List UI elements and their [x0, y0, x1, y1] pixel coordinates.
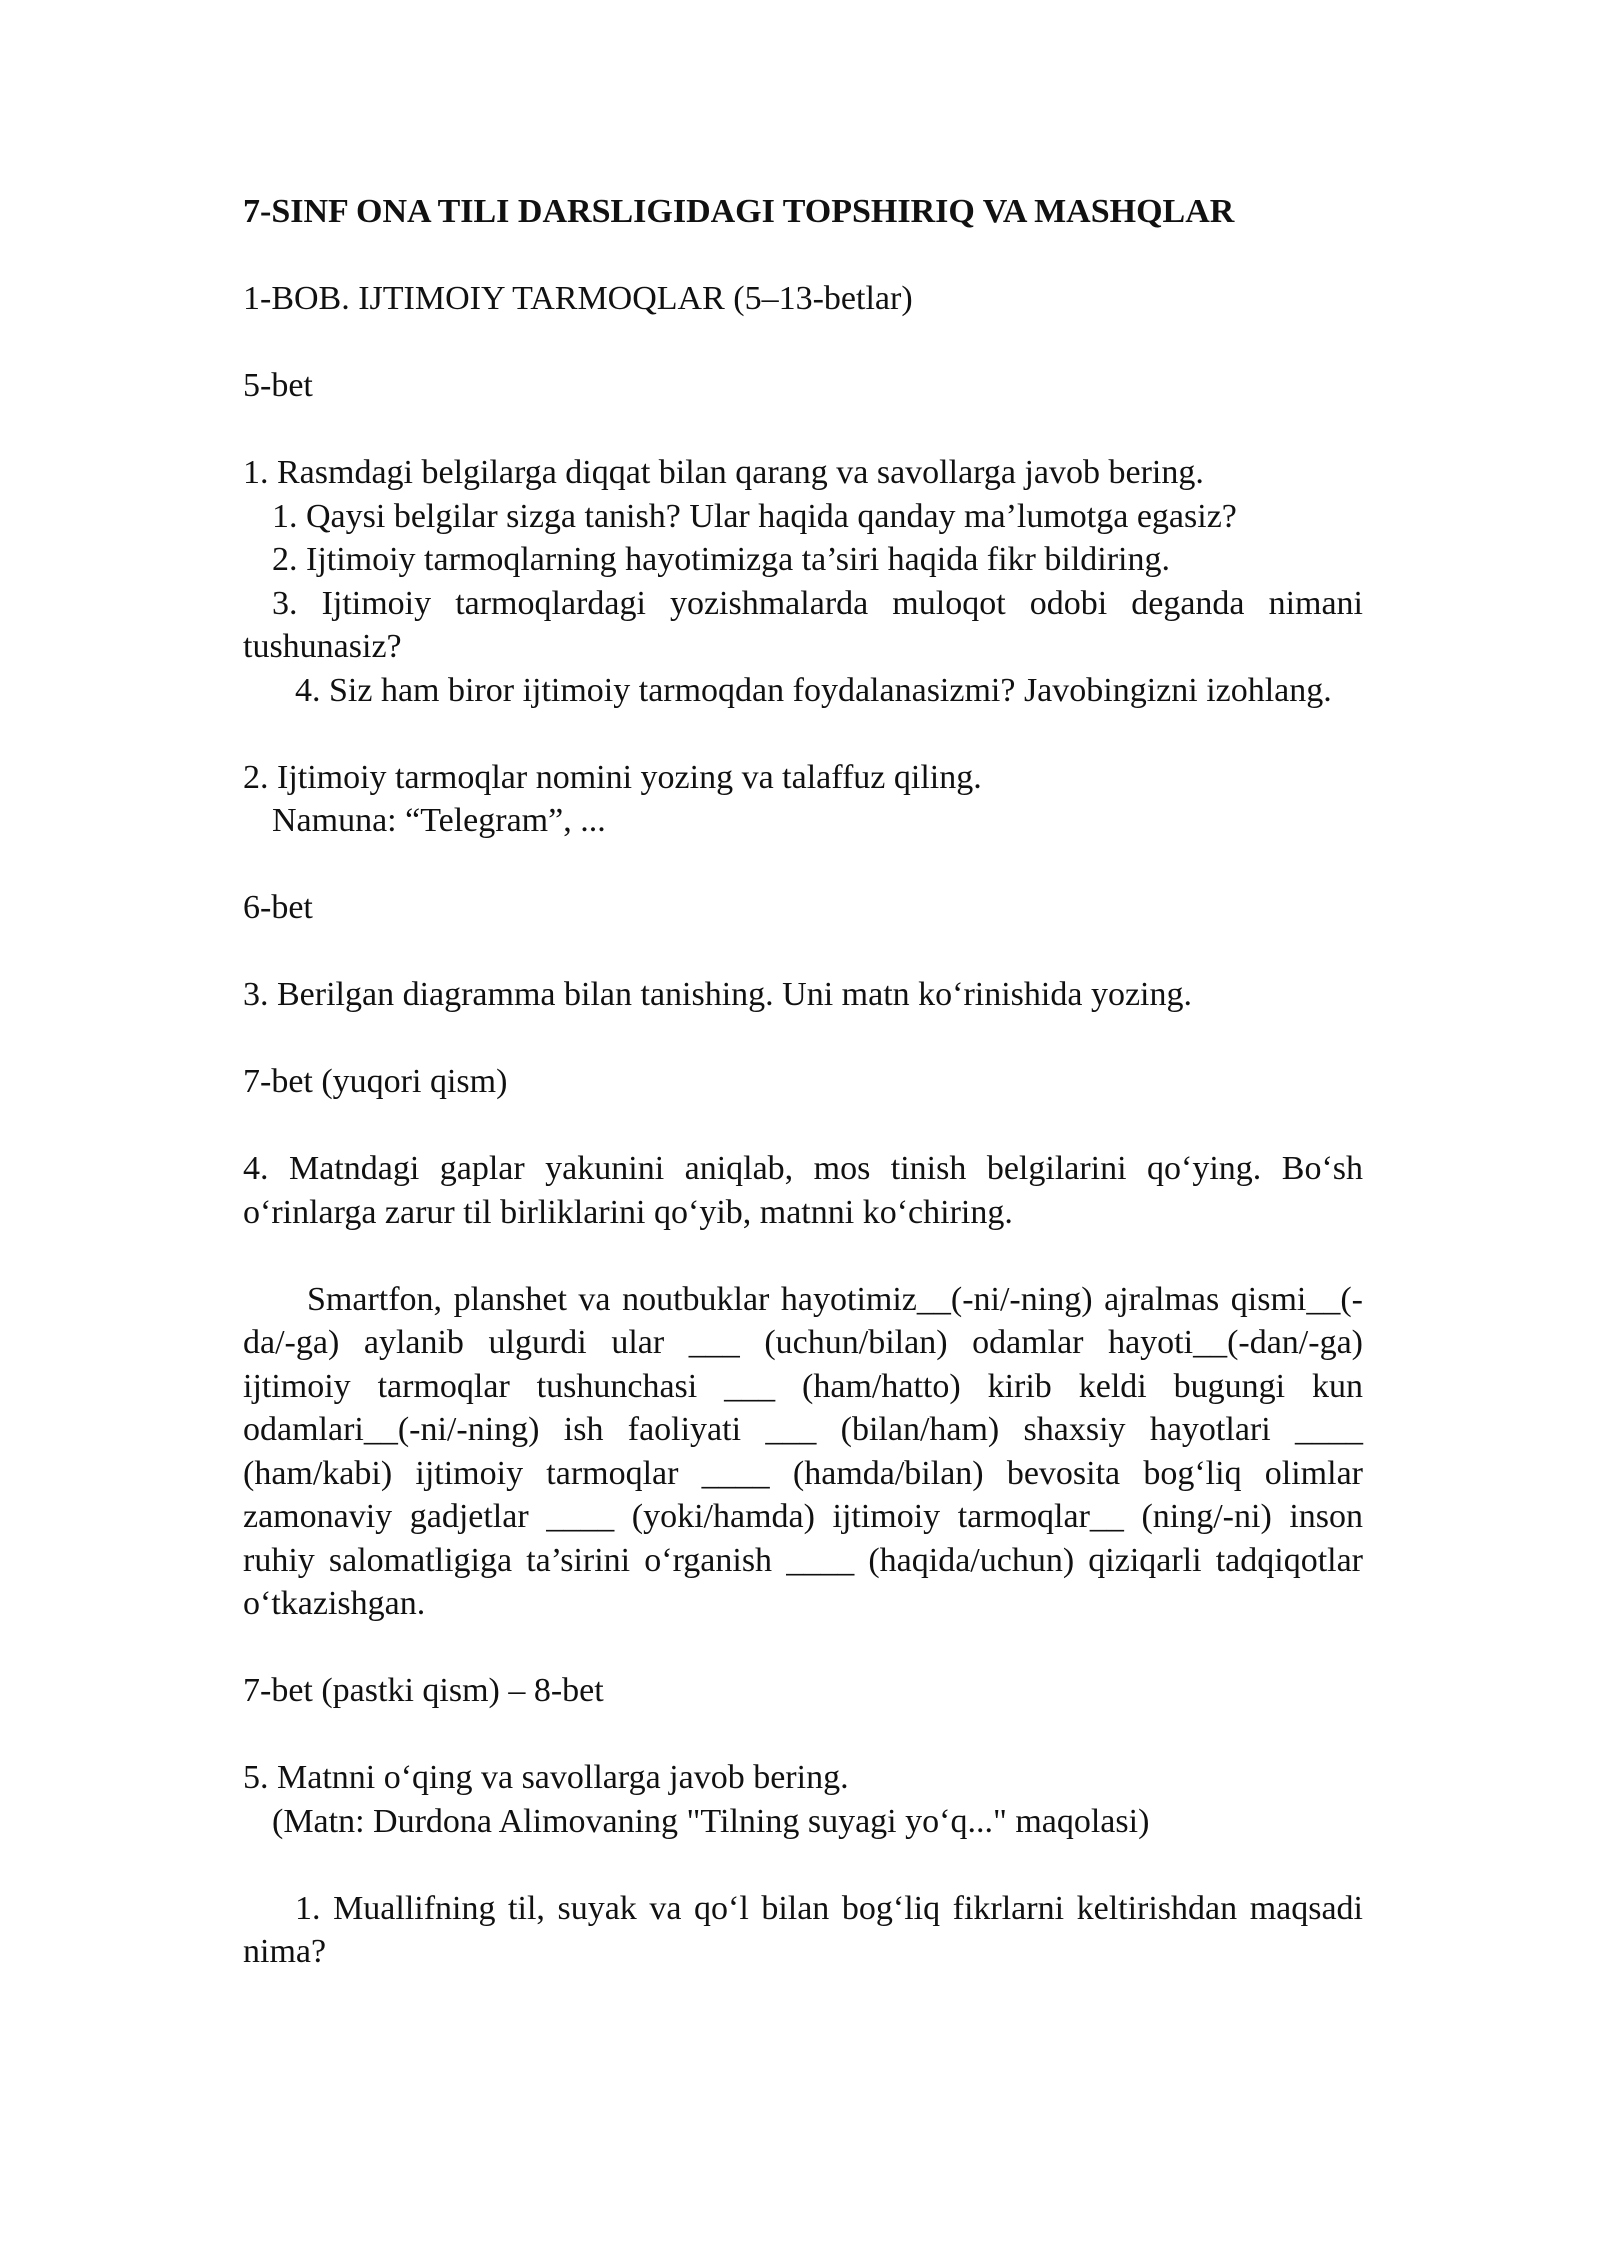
- document-title: 7-SINF ONA TILI DARSLIGIDAGI TOPSHIRIQ VA MASHQLAR: [243, 193, 1235, 230]
- page-label-7-top: 7-bet (yuqori qism): [243, 1063, 508, 1100]
- document-page: [243, 190, 1363, 2017]
- task-1-question-4: 4. Siz ham biror ijtimoiy tarmoqdan foydalanasizmi? Javobingizni izohlang.: [295, 671, 1332, 709]
- task-5-source: (Matn: Durdona Alimovaning "Tilning suyagi yo‘q..." maqolasi): [272, 1802, 1150, 1840]
- page-label-6: 6-bet: [243, 889, 313, 926]
- task-1-question-1: 1. Qaysi belgilar sizga tanish? Ular haqida qanday ma’lumotga egasiz?: [272, 497, 1237, 535]
- task-4-text: Smartfon, planshet va noutbuklar hayotimiz__(-ni/-ning) ajralmas qismi__(-da/-ga) aylanib ulgurdi ular ___ (uchun/bilan) odamlar hayoti__(-dan/-ga) ijtimoiy tarmoqlar tushunchasi ___ (ham/hatto) kirib keldi bugungi kun odamlari__(-ni/-ning) ish faoliyati ___ (bilan/ham) shaxsiy hayotlari ____ (ham/kabi) ijtimoiy tarmoqlar ____ (hamda/bilan) bevosita bog‘liq olimlar zamonaviy gadjetlar ____ (yoki/hamda) ijtimoiy tarmoqlar__ (ning/-ni) inson ruhiy salomatligiga ta’sirini o‘rganish ____ (haqida/uchun) qiziqarli tadqiqotlar o‘tkazishgan.: [243, 1280, 1363, 1622]
- task-2-sample: Namuna: “Telegram”, ...: [272, 802, 606, 839]
- task-3: 3. Berilgan diagramma bilan tanishing. Uni matn ko‘rinishida yozing.: [243, 976, 1192, 1013]
- page-label-7-bottom: 7-bet (pastki qism) – 8-bet: [243, 1672, 604, 1709]
- page-label-5: 5-bet: [243, 367, 313, 404]
- task-1-question-3: 3. Ijtimoiy tarmoqlardagi yozishmalarda muloqot odobi deganda nimani tushunasiz?: [243, 584, 1363, 665]
- task-4-main: 4. Matndagi gaplar yakunini aniqlab, mos tinish belgilarini qo‘ying. Bo‘sh o‘rinlarga zarur til birliklarini qo‘yib, matnni ko‘chiring.: [243, 1150, 1363, 1231]
- task-1-question-2: 2. Ijtimoiy tarmoqlarning hayotimizga ta’siri haqida fikr bildiring.: [272, 541, 1170, 578]
- task-1: [243, 451, 1363, 712]
- task-2-main: 2. Ijtimoiy tarmoqlar nomini yozing va talaffuz qiling.: [243, 758, 982, 796]
- task-5: [243, 1756, 1363, 1843]
- task-5-main: 5. Matnni o‘qing va savollarga javob bering.: [243, 1759, 849, 1796]
- task-5-question-1: 1. Muallifning til, suyak va qo‘l bilan bog‘liq fikrlarni keltirishdan maqsadi nima?: [243, 1889, 1363, 1970]
- task-1-main: 1. Rasmdagi belgilarga diqqat bilan qarang va savollarga javob bering.: [243, 454, 1204, 491]
- chapter-heading: 1-BOB. IJTIMOIY TARMOQLAR (5–13-betlar): [243, 280, 913, 317]
- task-2: [243, 756, 1363, 843]
